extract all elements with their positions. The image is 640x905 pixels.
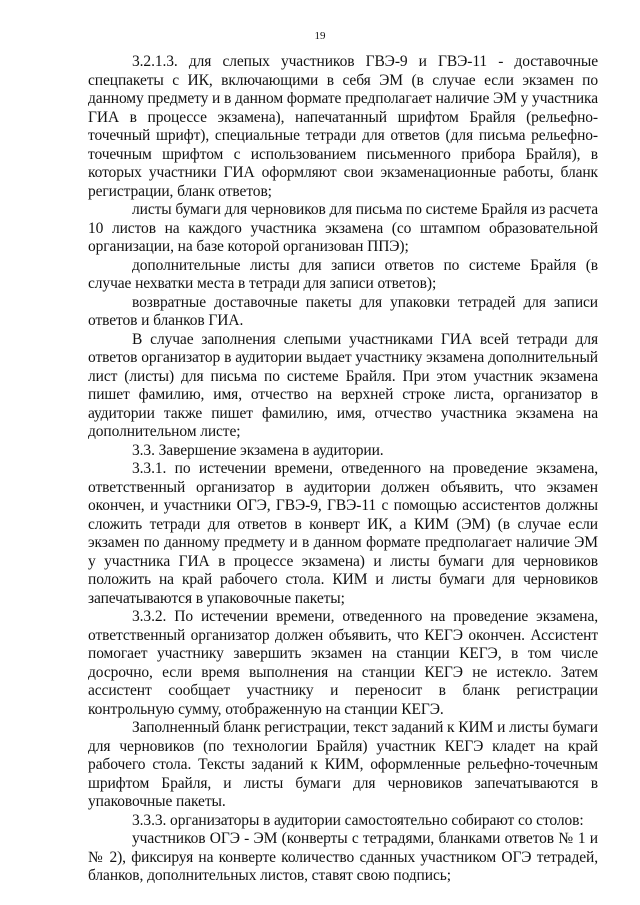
document-body: [88, 53, 598, 886]
paragraph-blind-participants: В случае заполнения слепыми участниками ГИА всей тетради для ответов организатор в аудитории выдает участнику экзамена дополнительный лист (листы) для письма по системе Брайля. При этом участник экзамена пишет фамилию, имя, отчество на верхней строке листа, организатор в аудитории также пишет фамилию, имя, отчество участника экзамена на дополнительном листе;: [88, 330, 598, 440]
paragraph-3-3-2: 3.3.2. По истечении времени, отведенного на проведение экзамена, ответственный организатор должен объявить, что КЕГЭ окончен. Ассистент помогает участнику завершить экзамен на станции КЕГЭ, в том числе досрочно, если время выполнения на станции КЕГЭ не истекло. Затем ассистент сообщает участнику и переносит в бланк регистрации контрольную сумму, отображенную на станции КЕГЭ.: [88, 608, 598, 718]
paragraph-oge-participants: участников ОГЭ - ЭМ (конверты с тетрадями, бланками ответов № 1 и № 2), фиксируя на конверте количество сданных участником ОГЭ тетрадей, бланков, дополнительных листов, ставят свою подпись;: [88, 830, 598, 884]
paragraph-additional-sheets: дополнительные листы для записи ответов по системе Брайля (в случае нехватки места в тетради для записи ответов);: [88, 256, 598, 292]
paragraph-kege-form: Заполненный бланк регистрации, текст заданий к КИМ и листы бумаги для черновиков (по технологии Брайля) участник КЕГЭ кладет на край рабочего стола. Тексты заданий к КИМ, оформленные рельефно-точечным шрифтом Брайля, и листы бумаги для черновиков запечатываются в упаковочные пакеты.: [88, 719, 598, 810]
paragraph-3-3-3: 3.3.3. организаторы в аудитории самостоятельно собирают со столов:: [132, 811, 584, 829]
paragraph-draft-sheets: листы бумаги для черновиков для письма по системе Брайля из расчета 10 листов на каждого участника экзамена (со штампом образовательной организации, на базе которой организован ППЭ);: [88, 201, 599, 255]
paragraph-return-packets: возвратные доставочные пакеты для упаковки тетрадей для записи ответов и бланков ГИА.: [88, 293, 598, 329]
section-heading-3-3: 3.3. Завершение экзамена в аудитории.: [132, 441, 384, 459]
paragraph-3-3-1: 3.3.1. по истечении времени, отведенного на проведение экзамена, ответственный организатор в аудитории должен объявить, что экзамен окончен, и участники ОГЭ, ГВЭ-9, ГВЭ-11 с помощью ассистентов должны сложить тетради для ответов в конверт ИК, а КИМ (ЭМ) (в случае если экзамен по данному предмету и в данном формате предполагает наличие ЭМ у участника ГИА в процессе экзамена) и листы бумаги для черновиков положить на край рабочего стола. КИМ и листы бумаги для черновиков запечатываются в упаковочные пакеты;: [88, 460, 598, 607]
page-number: 19: [314, 30, 326, 42]
paragraph-3-2-1-3: 3.2.1.3. для слепых участников ГВЭ-9 и ГВЭ-11 - доставочные спецпакеты с ИК, включающими в себя ЭМ (в случае если экзамен по данному предмету и в данном формате предполагает наличие ЭМ у участника ГИА в процессе экзамена), напечатанный шрифтом Брайля (рельефно-точечный шрифт), специальные тетради для ответов (для письма рельефно-точечным шрифтом с использованием письменного прибора Брайля), в которых участники ГИА оформляют свои экзаменационные работы, бланк регистрации, бланк ответов;: [88, 53, 598, 200]
